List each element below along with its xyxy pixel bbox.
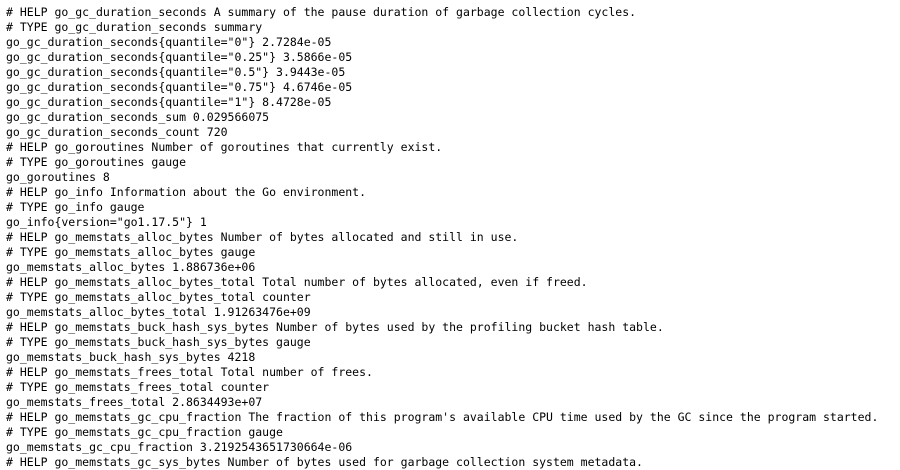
metric-line: # TYPE go_memstats_gc_cpu_fraction gauge: [6, 425, 283, 439]
metric-line: go_goroutines 8: [6, 170, 110, 184]
metric-line: # TYPE go_memstats_alloc_bytes gauge: [6, 245, 256, 259]
metric-line: # HELP go_info Information about the Go environment.: [6, 185, 367, 199]
metric-line: go_gc_duration_seconds_sum 0.029566075: [6, 110, 270, 124]
metric-line: go_gc_duration_seconds{quantile="0.25"} 3.5866e-05: [6, 50, 353, 64]
metric-line: # TYPE go_gc_duration_seconds summary: [6, 20, 263, 34]
metric-line: go_memstats_buck_hash_sys_bytes 4218: [6, 350, 256, 364]
metric-line: # HELP go_memstats_gc_sys_bytes Number of bytes used for garbage collection system metadata.: [6, 455, 643, 469]
metric-line: # HELP go_memstats_buck_hash_sys_bytes Number of bytes used by the profiling bucket hash table.: [6, 320, 664, 334]
metric-line: # TYPE go_memstats_frees_total counter: [6, 380, 270, 394]
metric-line: go_info{version="go1.17.5"} 1: [6, 215, 207, 229]
metric-line: go_gc_duration_seconds{quantile="0.5"} 3.9443e-05: [6, 65, 346, 79]
metric-line: # HELP go_memstats_frees_total Total number of frees.: [6, 365, 373, 379]
metric-line: # HELP go_gc_duration_seconds A summary of the pause duration of garbage collection cycles.: [6, 5, 637, 19]
metric-line: # HELP go_memstats_gc_cpu_fraction The fraction of this program's available CPU time used by the GC since the program started.: [6, 410, 879, 424]
metric-line: go_memstats_gc_cpu_fraction 3.2192543651730664e-06: [6, 440, 353, 454]
metric-line: go_gc_duration_seconds{quantile="1"} 8.4728e-05: [6, 95, 332, 109]
metric-line: # TYPE go_info gauge: [6, 200, 145, 214]
metric-line: # HELP go_goroutines Number of goroutines that currently exist.: [6, 140, 443, 154]
metric-line: go_memstats_alloc_bytes 1.886736e+06: [6, 260, 256, 274]
metric-line: # TYPE go_goroutines gauge: [6, 155, 187, 169]
metric-line: # TYPE go_memstats_buck_hash_sys_bytes gauge: [6, 335, 311, 349]
metric-line: go_memstats_frees_total 2.8634493e+07: [6, 395, 263, 409]
metric-line: go_gc_duration_seconds{quantile="0.75"} 4.6746e-05: [6, 80, 353, 94]
metric-line: go_gc_duration_seconds{quantile="0"} 2.7284e-05: [6, 35, 332, 49]
metric-line: # HELP go_memstats_alloc_bytes Number of bytes allocated and still in use.: [6, 230, 519, 244]
metrics-text-body: [6, 5, 878, 470]
metric-line: go_gc_duration_seconds_count 720: [6, 125, 228, 139]
metric-line: # HELP go_memstats_alloc_bytes_total Total number of bytes allocated, even if freed.: [6, 275, 588, 289]
metric-line: go_memstats_alloc_bytes_total 1.91263476e+09: [6, 305, 311, 319]
metric-line: # TYPE go_memstats_alloc_bytes_total counter: [6, 290, 311, 304]
